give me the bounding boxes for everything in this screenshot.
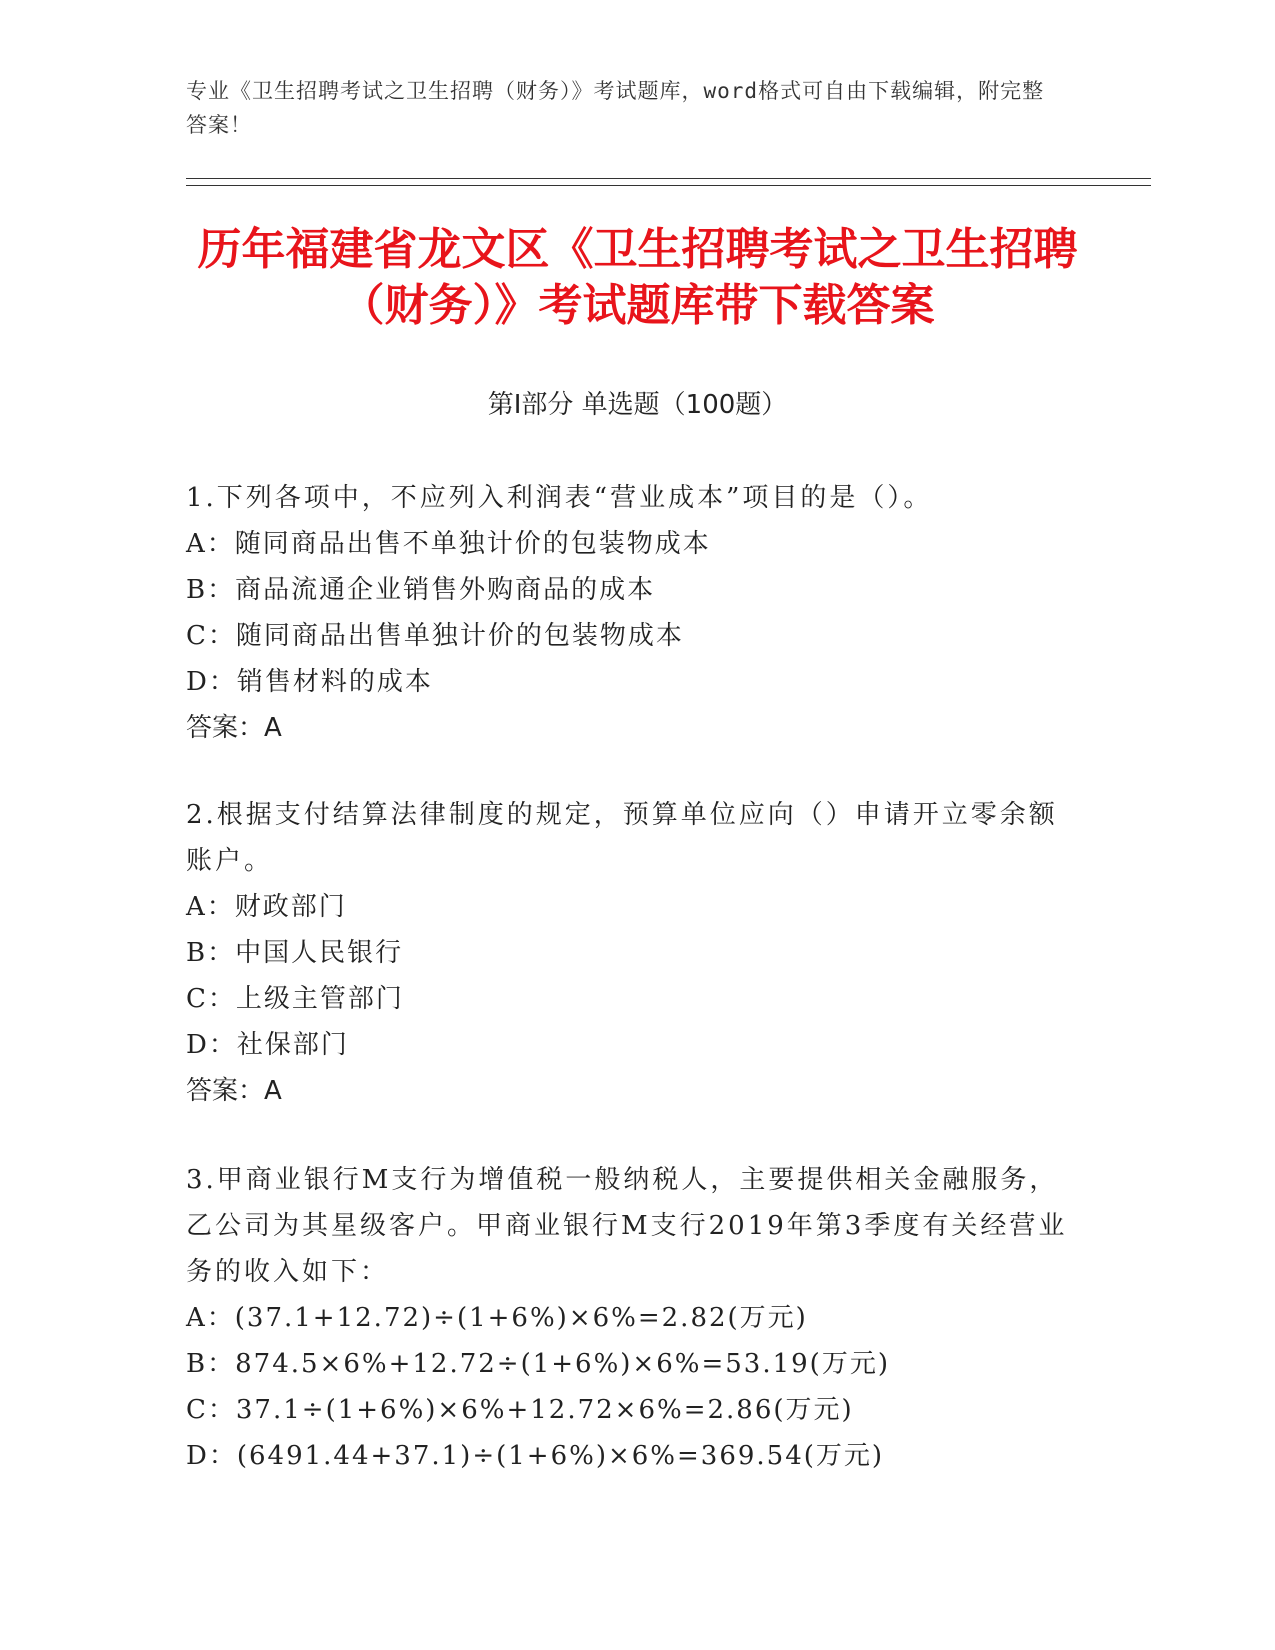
header-divider-bottom	[186, 185, 1151, 186]
option-b: B：中国人民银行	[186, 938, 404, 968]
answer: 答案：A	[186, 713, 282, 743]
question-1	[186, 475, 1086, 751]
question-stem: 1.下列各项中，不应列入利润表“营业成本”项目的是（）。	[186, 483, 933, 513]
header-divider-top	[186, 178, 1151, 179]
header-note: 专业《卫生招聘考试之卫生招聘（财务）》考试题库，word格式可自由下载编辑，附完整答案！	[186, 79, 1045, 137]
option-d: D：社保部门	[186, 1030, 349, 1060]
document-title: 历年福建省龙文区《卫生招聘考试之卫生招聘（财务）》考试题库带下载答案	[197, 224, 1078, 331]
option-c: C：37.1÷(1+6%)×6%+12.72×6%=2.86(万元)	[186, 1395, 854, 1425]
option-d: D：(6491.44+37.1)÷(1+6%)×6%=369.54(万元)	[186, 1441, 885, 1471]
question-stem: 2.根据支付结算法律制度的规定，预算单位应向（）申请开立零余额账户。	[186, 800, 1058, 876]
question-3	[186, 1157, 1086, 1479]
option-a: A：(37.1+12.72)÷(1+6%)×6%=2.82(万元)	[186, 1303, 808, 1333]
question-2	[186, 792, 1086, 1114]
option-c: C：上级主管部门	[186, 984, 404, 1014]
section-title: 第Ⅰ部分 单选题（100题）	[487, 390, 788, 420]
option-a: A：财政部门	[186, 892, 347, 922]
option-b: B：874.5×6%+12.72÷(1+6%)×6%=53.19(万元)	[186, 1349, 890, 1379]
option-d: D：销售材料的成本	[186, 667, 433, 697]
option-a: A：随同商品出售不单独计价的包装物成本	[186, 529, 711, 559]
option-c: C：随同商品出售单独计价的包装物成本	[186, 621, 684, 651]
answer: 答案：A	[186, 1076, 282, 1106]
option-b: B：商品流通企业销售外购商品的成本	[186, 575, 656, 605]
question-stem: 3.甲商业银行M支行为增值税一般纳税人，主要提供相关金融服务，乙公司为其星级客户。甲商业银行M支行2019年第3季度有关经营业务的收入如下：	[186, 1165, 1068, 1287]
